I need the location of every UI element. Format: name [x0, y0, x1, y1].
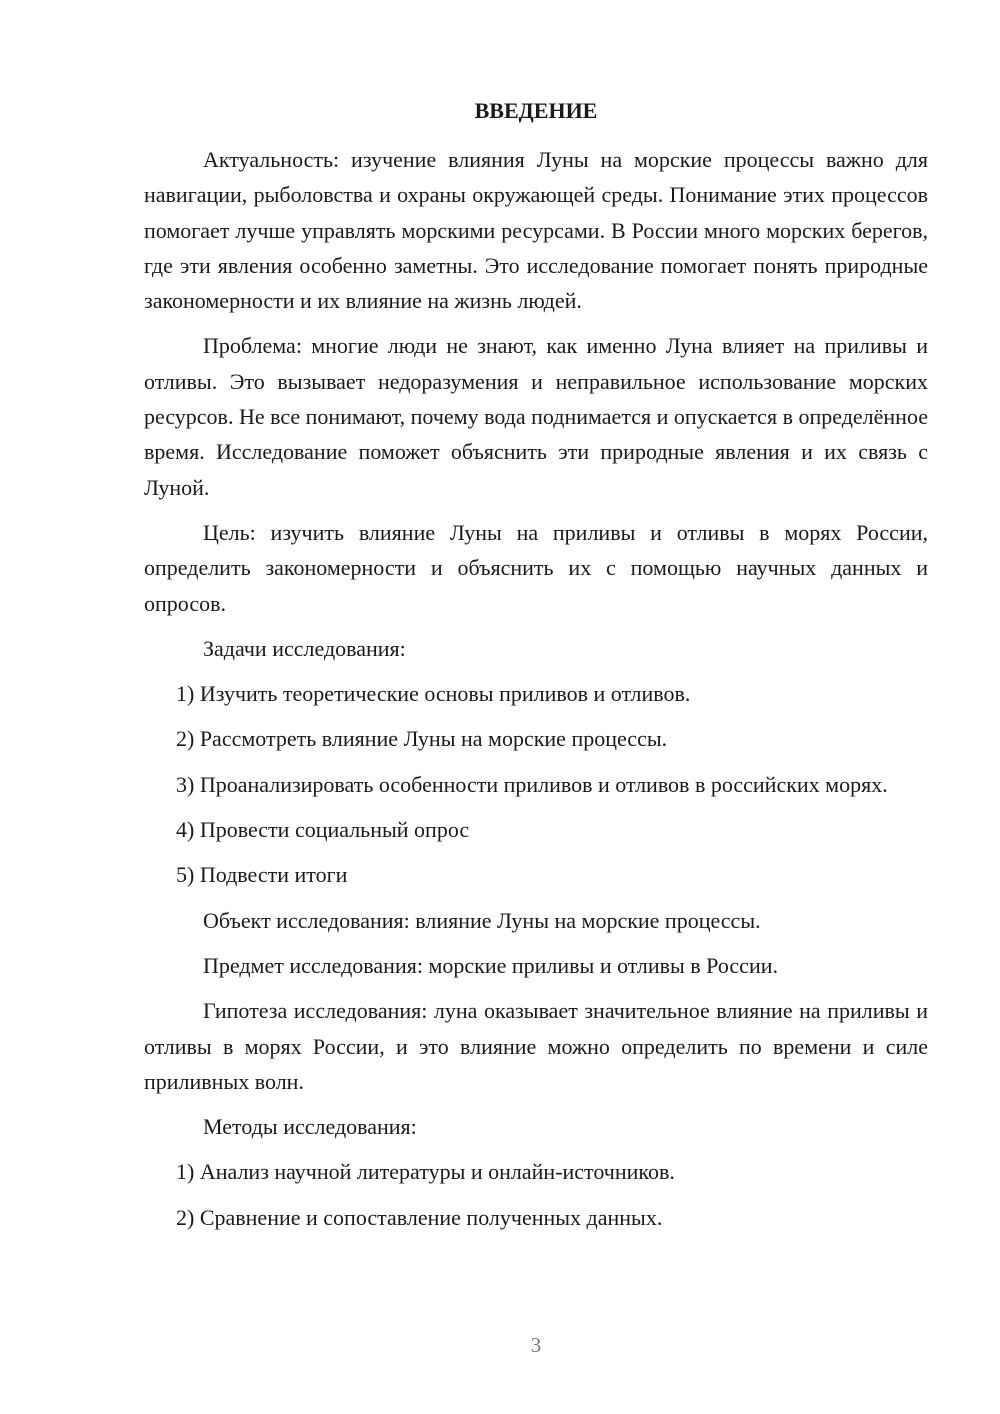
methods-title: Методы исследования:: [203, 1114, 417, 1140]
goal-paragraph: Цель: изучить влияние Луны на приливы и отливы в морях России, определить закономерности и объяснить их с помощью научных данных и опросов.: [144, 519, 928, 616]
relevance-paragraph: Актуальность: изучение влияния Луны на морские процессы важно для навигации, рыболовства и охраны окружающей среды. Понимание этих процессов помогает лучше управлять морскими ресурсами. В России много морских берегов, где эти явления особенно заметны. Это исследование помогает понять природные закономерности и их влияние на жизнь людей.: [144, 147, 928, 314]
task-item-4: 4) Провести социальный опрос: [176, 817, 470, 843]
section-heading: ВВЕДЕНИЕ: [474, 98, 598, 123]
method-item-2: 2) Сравнение и сопоставление полученных данных.: [176, 1204, 663, 1230]
introduction-body: [144, 142, 928, 1245]
subject-paragraph: Предмет исследования: морские приливы и отливы в России.: [203, 952, 778, 978]
task-item-1: 1) Изучить теоретические основы приливов и отливов.: [176, 681, 691, 707]
problem-paragraph: Проблема: многие люди не знают, как именно Луна влияет на приливы и отливы. Это вызывает недоразумения и неправильное использование морских ресурсов. Не все понимают, почему вода поднимается и опускается в определённое время. Исследование поможет объяснить эти природные явления и их связь с Луной.: [144, 333, 928, 500]
document-page: [144, 0, 928, 1414]
tasks-title: Задачи исследования:: [203, 635, 406, 661]
hypothesis-paragraph: Гипотеза исследования: луна оказывает значительное влияние на приливы и отливы в морях России, и это влияние можно определить по времени и силе приливных волн.: [144, 998, 928, 1094]
method-item-1: 1) Анализ научной литературы и онлайн-источников.: [176, 1159, 675, 1185]
task-item-3: 3) Проанализировать особенности приливов и отливов в российских морях.: [176, 771, 888, 797]
object-paragraph: Объект исследования: влияние Луны на морские процессы.: [203, 907, 761, 933]
task-item-2: 2) Рассмотреть влияние Луны на морские процессы.: [176, 726, 668, 752]
task-item-5: 5) Подвести итоги: [176, 862, 348, 888]
page-number: 3: [530, 1333, 542, 1357]
